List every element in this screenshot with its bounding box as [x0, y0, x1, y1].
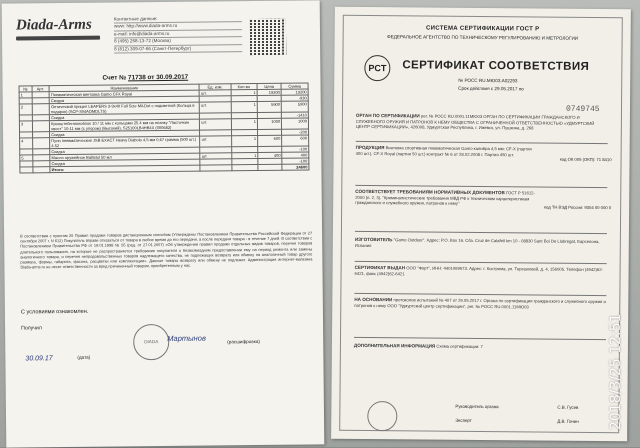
table-cell: Масло оружейное Ballistol 50 мл — [50, 153, 200, 161]
table-cell: 19200 — [257, 89, 281, 95]
product-section: ПРОДУКЦИЯ Винтовка спортивная пневматическая Gamo калибра 4,5 мм: CF-X (партия 400 шт.), CF-X Royal (партия 50 шт.) контракт № 6 от 28.02.2008 г. Партия 450 шт. — [355, 144, 532, 157]
table-cell: Скидка — [50, 113, 200, 121]
tnved-code: код ТН ВЭД России: 9304 00 000 0 — [544, 204, 612, 211]
date-caption: (дата) — [77, 354, 91, 360]
qr-code — [250, 19, 286, 55]
table-cell: Скидка — [49, 96, 199, 104]
contact-line: 8 (812) 309-07-66 (Санкт-Петербург) — [114, 45, 242, 54]
basis-section: НА ОСНОВАНИИ протоколов испытаний № 407 от 29.05.2017 г. Органа по сертификации гражданского и служебного оружия и патронов к нему ООО "Удмуртский центр сертификации", рег. № РОСС RU.0001.11МЮ03 — [354, 296, 606, 310]
table-cell: -100 — [282, 158, 309, 164]
table-cell: 19200 — [281, 89, 308, 95]
table-cell: 2 — [19, 104, 32, 115]
head-name: С.В. Гусев — [557, 404, 579, 410]
table-cell: шт. — [200, 153, 231, 159]
table-cell: шт. — [200, 90, 231, 96]
company-logo: Diada-Arms — [16, 17, 100, 41]
table-cell: -100 — [282, 146, 309, 152]
contact-details — [114, 15, 242, 53]
table-cell: Скидка — [50, 159, 200, 167]
table-cell: 400 — [258, 152, 282, 158]
invoice-title: Счет № 71738 от 30.09.2017 — [102, 73, 189, 82]
table-cell: 1000 — [257, 118, 281, 129]
product-codes: код ОК 005 (ОКП): 71 8410 — [559, 156, 612, 163]
table-cell: 4 — [20, 138, 33, 149]
table-cell: 1000 — [282, 118, 309, 129]
table-cell — [20, 167, 33, 173]
column-header: Кол-во — [231, 84, 258, 90]
table-cell: 1 — [231, 102, 258, 113]
table-cell: Скидка — [50, 130, 200, 138]
table-cell: 24600 — [282, 164, 309, 170]
table-cell: Скидка — [50, 147, 200, 155]
contact-line: www: http://www.diada-arms.ru — [114, 23, 242, 32]
column-header: Сумма — [281, 83, 308, 89]
table-cell: Итого: — [50, 165, 200, 173]
certificate-document — [331, 7, 631, 442]
contact-line: Контактные данные: — [114, 15, 242, 24]
column-header: № — [19, 86, 32, 92]
handwritten-date: 30.09.17 — [25, 355, 53, 363]
table-cell: -200 — [282, 129, 309, 135]
certificate-number: № РОСС RU.МЮ03.А02293 — [458, 77, 518, 84]
expert-label: Эксперт — [455, 417, 472, 423]
table-cell: 1 — [231, 153, 258, 159]
certificate-serial: 0749745 — [565, 104, 600, 115]
certificate-term: Срок действия с 29.05.2017 по — [458, 85, 524, 92]
column-header: Цена — [257, 83, 281, 89]
table-cell: 600 — [282, 135, 309, 146]
rifle-icon — [16, 36, 100, 41]
conformity-section: СООТВЕТСТВУЕТ ТРЕБОВАНИЯМ НОРМАТИВНЫХ ДОКУМЕНТОВ ГОСТ Р 51612-2000 (п. 2, 3). "Криминалистические требования МВД РФ к техническим характеристикам гражданского и служебного оружия, патронов к нему" — [355, 188, 535, 206]
certificate-title: СЕРТИФИКАТ СООТВЕТСТВИЯ — [402, 59, 590, 73]
table-cell — [32, 121, 50, 132]
table-cell: 5 — [20, 155, 33, 161]
table-cell: 1 — [231, 136, 258, 147]
head-label: Руководитель органа — [455, 403, 499, 410]
table-cell: Кронштейн-моноблок 10 / 11 мм с кольцами 25.4 мм на планку "Ласточкин хвост" 10-11 мм (с упором) (Высокий), S25100LB4HB4X (000682) — [50, 119, 200, 132]
certificate-stamp — [367, 401, 397, 431]
table-cell: 600 — [258, 135, 282, 146]
table-cell: -930 — [281, 95, 308, 101]
company-stamp: DIADA — [133, 324, 169, 360]
table-cell: 400 — [282, 152, 309, 158]
table-cell — [32, 104, 50, 115]
photo-timestamp: 2018/3/25 12:51 — [608, 313, 624, 430]
org-section: ОРГАН ПО СЕРТИФИКАЦИИ рег. № РОСС RU.0001.11МЮ03 ОРГАН ПО СЕРТИФИКАЦИИ ГРАЖДАНСКОГО И СЛУЖЕБНОГО ОРУЖИЯ И ПАТРОНОВ К НЕМУ ОБЩЕСТВА С ОГРАНИЧЕННОЙ ОТВЕТСТВЕННОСТЬЮ «УДМУРТСКИЙ ЦЕНТР СЕРТИФИКАЦИИ», 426008, Удмуртская Республика, г. Ижевск, ул. Пушкина, д. 268 — [355, 112, 595, 131]
table-cell: 1 — [19, 92, 32, 98]
table-cell — [258, 164, 282, 170]
table-cell: Пневматическая винтовка Gamo CFX Royal — [49, 90, 199, 98]
contact-line: 8 (495) 268-13-72 (Москва) — [114, 37, 242, 46]
expert-name: Д.В. Гонин — [557, 418, 579, 424]
agreement-text: С условиями ознакомлен. — [20, 308, 89, 316]
table-cell: Пули пневматические JSB EXACT Heavy Diabolo 4,5 мм 0,67 грамма (500 шт.) 4.52 — [50, 136, 200, 149]
signature-caption: (расшифровка) — [227, 338, 260, 345]
handwritten-signature: Мартынов — [167, 333, 206, 343]
extra-section: ДОПОЛНИТЕЛЬНАЯ ИНФОРМАЦИЯ Схема сертификации: 7 — [353, 342, 483, 350]
contact-line: e-mail: info@diada-arms.ru — [114, 30, 242, 39]
certificate-system: СИСТЕМА СЕРТИФИКАЦИИ ГОСТ Р — [425, 25, 540, 33]
table-cell: 5900 — [281, 101, 308, 112]
received-label: Получил — [21, 325, 42, 332]
invoice-items-table — [19, 82, 310, 173]
invoice-document — [2, 0, 325, 447]
table-cell: шт. — [200, 136, 231, 147]
holder-section: СЕРТИФИКАТ ВЫДАН ООО "Форт", ИНН: 4401069573. Адрес: г. Кострома, ул. Терешковой, д. 4, 156005. Телефон (4942)62-6421, факс (4942)62-6421 — [354, 264, 604, 276]
table-cell: 1 — [231, 119, 258, 130]
table-cell: 5900 — [257, 101, 281, 112]
certificate-agency: ФЕДЕРАЛЬНОЕ АГЕНТСТВО ПО ТЕХНИЧЕСКОМУ РЕГУЛИРОВАНИЮ И МЕТРОЛОГИИ — [387, 34, 579, 41]
table-cell: Оптический прицел LEAPERS 3-9x40 Full Size Mil-Dot с подсветкой (Кольца в подарок) (SCP-394AOMDLTS) — [49, 102, 199, 115]
column-header: Арт. — [32, 86, 50, 92]
table-cell — [32, 167, 50, 173]
table-cell: шт. — [200, 119, 231, 130]
table-cell: -1410 — [282, 112, 309, 118]
column-header: Ед. изм. — [199, 84, 230, 90]
pct-mark-icon: PCT — [364, 55, 390, 81]
table-cell: 1 — [231, 90, 258, 96]
column-header: Наименование — [49, 84, 199, 92]
table-cell — [200, 165, 231, 171]
table-cell — [32, 138, 50, 149]
maker-section: ИЗГОТОВИТЕЛЬ "Gamo Outdoor". Адрес: P.O. Box 16. C/la. Cruz de Calafell km 10 - 08830 Sant Boi De Llobregat, Барселона, Испания — [354, 236, 600, 248]
terms-text: В соответствии с пунктом 25 Правил продажи товаров дистанционным способом (Утверждены Постановлением Правительства Российской Федерации от 27 сентября 2007 г. N 612) Покупатель вправе отказаться от товара в любое время до его передачи, а после передачи товара - в течение 7 дней. В соответствии с Постановлением Правительства РФ от 19.01.1998 № 55 (ред. от 27.01.2007) «Об утверждении правил продажи отдельных видов товаров, перечня товаров длительного пользования, на которые не распространяется требование покупателя о безвозмездном предоставлении ему на период ремонта или замены аналогичного товара, и перечня непродовольственных товаров надлежащего качества, не подлежащих возврату или обмену на аналогичный товар другого размера, формы, габарита, фасона, расцветки или комплектации». Данные товары возврату или обмену не подлежат. Администрация интернет-магазина Diada-arms.ru не несет ответственности за вред причиненный товаром, приобретенным у нас. — [20, 230, 313, 270]
table-cell: 3 — [19, 121, 32, 132]
table-cell: шт. — [200, 102, 231, 113]
table-cell — [231, 165, 258, 171]
